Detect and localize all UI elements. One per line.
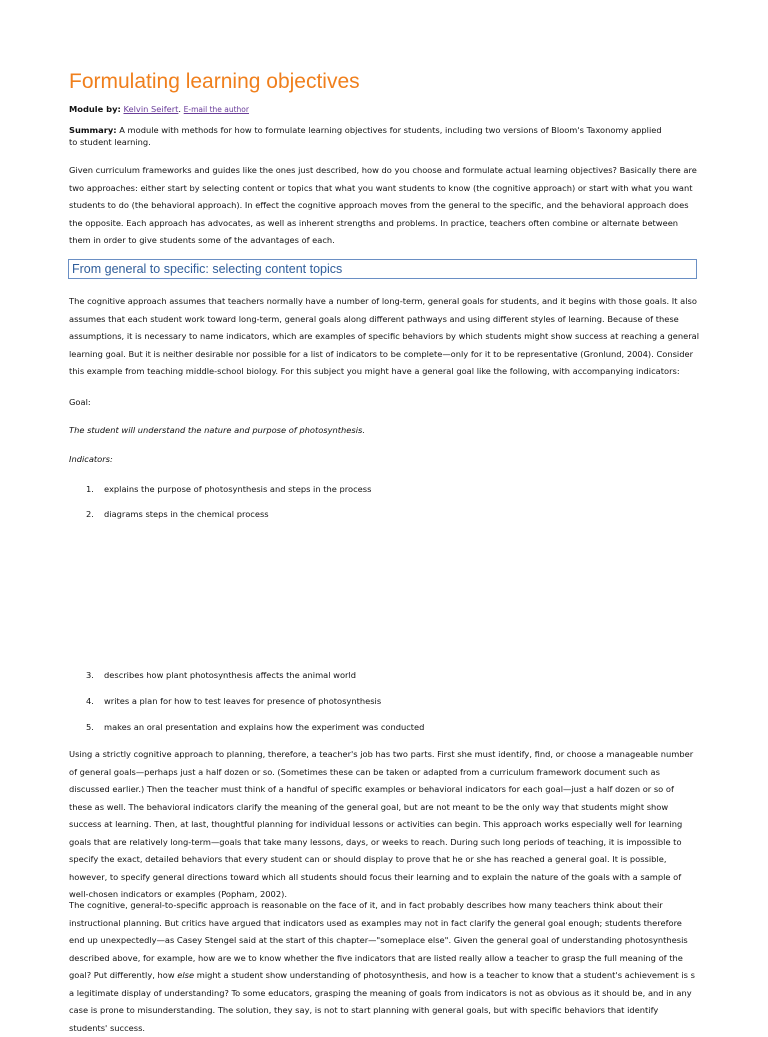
goal-text: The student will understand the nature and purpose of photosynthesis. (69, 425, 365, 435)
critics-italic-word: else (177, 970, 195, 980)
indicators-label: Indicators: (69, 454, 113, 464)
page-title: Formulating learning objectives (69, 70, 360, 93)
critics-text-part1: The cognitive, general-to-specific approach is reasonable on the face of it, and in fact probably describes how many teachers think about their instructional planning. But critics have argued that indicators used as examples may not in fact clarify the general goal enough; students therefore end up unexpectedly—as Casey Stengel said at the start of this chapter—"someplace else". Given the general goal of understanding photosynthesis described above, for example, how are we to know whether the five indicators that are listed really allow a teacher to grasp the full meaning of the goal? Put differently, how (69, 900, 688, 980)
summary (69, 125, 669, 148)
critics-text-part2: might a student show understanding of photosynthesis, and how is a teacher to know that a student's achievement is s a legitimate display of understanding? To some educators, grasping the meaning of goals from indicators is not as obvious as it should be, and in any case is prone to misunderstanding. The solution, they say, is not to start planning with general goals, but with specific behaviors that identify students' success. (69, 970, 695, 1033)
email-author-link[interactable]: E-mail the author (183, 105, 249, 114)
byline-separator: . (178, 104, 182, 114)
list-item-number: 2. (86, 509, 94, 519)
summary-text: A module with methods for how to formulate learning objectives for students, including two versions of Bloom's Taxonomy applied to student learning. (69, 125, 662, 147)
list-item (86, 721, 424, 733)
goal-label: Goal: (69, 397, 91, 407)
critics-paragraph (69, 897, 699, 1037)
list-item (86, 508, 269, 520)
list-item-number: 5. (86, 722, 94, 732)
list-item-number: 3. (86, 670, 94, 680)
list-item (86, 695, 381, 707)
cognitive-approach-paragraph: The cognitive approach assumes that teachers normally have a number of long-term, general goals for students, and it begins with those goals. It also assumes that each student work toward long-term, general goals along different pathways and using different styles of learning. Because of these assumptions, it is necessary to name indicators, which are examples of specific behaviors by which students might show success at reaching a general learning goal. But it is neither desirable nor possible for a list of indicators to be complete—only for it to be representative (Gronlund, 2004). Consider this example from teaching middle-school biology. For this subject you might have a general goal like the following, with accompanying indicators: (69, 296, 699, 377)
list-item (86, 483, 371, 495)
module-byline (69, 103, 249, 116)
list-item-number: 4. (86, 696, 94, 706)
list-item (86, 669, 356, 681)
list-item-text: writes a plan for how to test leaves for presence of photosynthesis (104, 696, 382, 706)
planning-paragraph: Using a strictly cognitive approach to planning, therefore, a teacher's job has two parts. First she must identify, find, or choose a manageable number of general goals—perhaps just a half dozen or so. (Sometimes these can be taken or adapted from a curriculum framework document such as discussed earlier.) Then the teacher must think of a handful of specific examples or behavioral indicators for each goal—just a half dozen or so of these as well. The behavioral indicators clarify the meaning of the general goal, but are not meant to be the only way that students might show success at learning. Then, at last, thoughtful planning for individual lessons or activities can begin. This approach works especially well for learning goals that are relatively long-term—goals that take many lessons, days, or weeks to reach. During such long periods of teaching, it is impossible to specify the exact, detailed behaviors that every student can or should display to prove that he or she has reached a general goal. It is possible, however, to specify general directions toward which all students should focus their learning and to explain the nature of the goals with a sample of well-chosen indicators or examples (Popham, 2002). (69, 749, 694, 899)
list-item-number: 1. (86, 484, 94, 494)
section-heading-box (68, 259, 697, 279)
intro-paragraph: Given curriculum frameworks and guides like the ones just described, how do you choose and formulate actual learning objectives? Basically there are two approaches: either start by selecting content or topics that what you want students to know (the cognitive approach) or start with what you want students to do (the behavioral approach). In effect the cognitive approach moves from the general to the specific, and the behavioral approach does the opposite. Each approach has advocates, as well as inherent strengths and problems. In practice, teachers often combine or alternate between them in order to give students some of the advantages of each. (69, 165, 697, 246)
list-item-text: makes an oral presentation and explains how the experiment was conducted (104, 722, 425, 732)
section-heading: From general to specific: selecting content topics (72, 262, 343, 276)
list-item-text: diagrams steps in the chemical process (104, 509, 269, 519)
list-item-text: describes how plant photosynthesis affects the animal world (104, 670, 357, 680)
summary-label: Summary: (69, 125, 117, 135)
list-item-text: explains the purpose of photosynthesis and steps in the process (104, 484, 372, 494)
author-link[interactable]: Kelvin Seifert (123, 104, 179, 114)
module-label: Module by: (69, 104, 121, 114)
